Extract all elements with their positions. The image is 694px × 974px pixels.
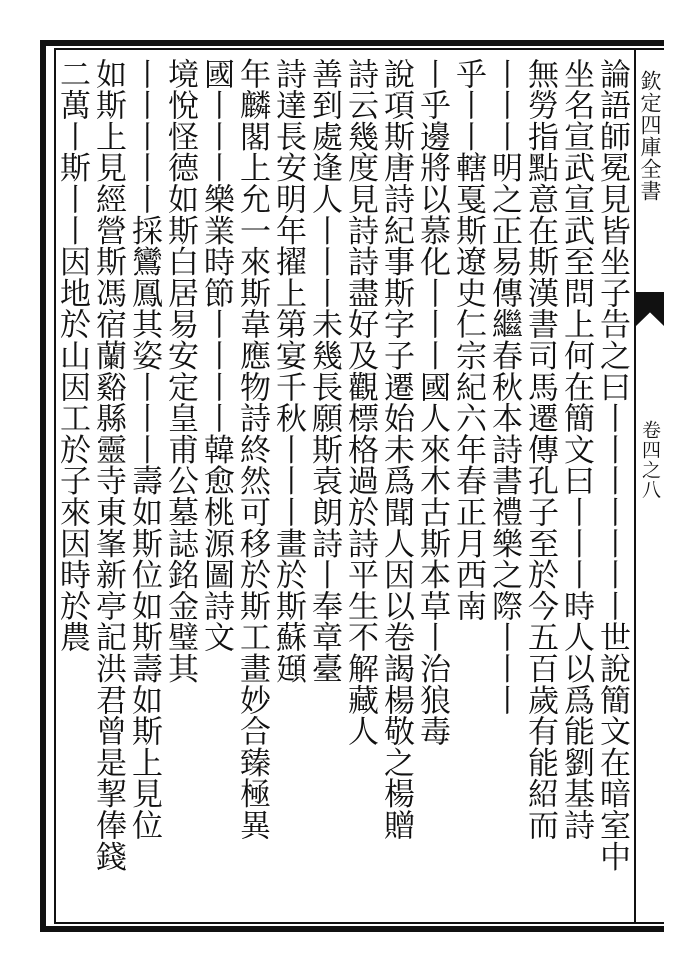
text-column-2: 坐名宣武宣武至問上何在簡文曰丨丨丨時人以爲能劉基詩 bbox=[558, 58, 594, 841]
text-column-9: 善到處逢人丨丨丨未幾長願斯袁朗詩丨奉章臺 bbox=[306, 58, 342, 684]
text-column-13: 境悅怪德如斯白居易安定皇甫公墓誌銘金璧其 bbox=[162, 58, 198, 684]
text-columns bbox=[54, 58, 632, 920]
volume-label: 卷四之八 bbox=[639, 420, 661, 500]
collection-title: 欽定四庫全書 bbox=[638, 70, 662, 202]
text-column-4: 丨丨丨明之正易傳繼春秋本詩書禮樂之際丨丨丨 bbox=[486, 58, 522, 716]
text-column-16: 二萬丨斯丨丨因地於山因工於子來因時於農 bbox=[54, 58, 90, 653]
text-column-6: 丨乎邊將以慕化丨丨丨國人來木古斯本草丨治狼毒 bbox=[414, 58, 450, 747]
text-column-8: 詩云幾度見詩詩盡好及觀標格過於詩平生不解藏人 bbox=[342, 58, 378, 747]
text-column-1: 論語師冕見皆坐子告之曰丨丨丨丨丨丨丨世說簡文在暗室中 bbox=[594, 58, 630, 872]
text-column-14: 丨丨丨丨丨採鸞鳳其姿丨丨丨壽如斯位如斯壽如斯上見位 bbox=[126, 58, 162, 841]
text-column-10: 詩達長安明年擢上第宴千秋丨丨丨畫於斯蘇頲 bbox=[270, 58, 306, 684]
text-column-3: 無勞指點意在斯漢書司馬遷傳孔子至於今五百歲有能紹而 bbox=[522, 58, 558, 841]
text-column-12: 國丨丨丨樂業時節丨丨丨丨韓愈桃源圖詩文 bbox=[198, 58, 234, 653]
text-column-15: 如斯上見經營斯馮宿蘭谿縣靈寺東峯新亭記洪君曾是挈俸錢 bbox=[90, 58, 126, 872]
text-column-5: 乎丨丨轄戛斯遼史仁宗紀六年春正月西南 bbox=[450, 58, 486, 622]
text-column-11: 年麟閣上允一來斯韋應物詩終然可移於斯工畫妙合臻極異 bbox=[234, 58, 270, 841]
text-column-7: 說項斯唐詩紀事斯字子遷始未爲聞人因以卷謁楊敬之楊贈 bbox=[378, 58, 414, 841]
